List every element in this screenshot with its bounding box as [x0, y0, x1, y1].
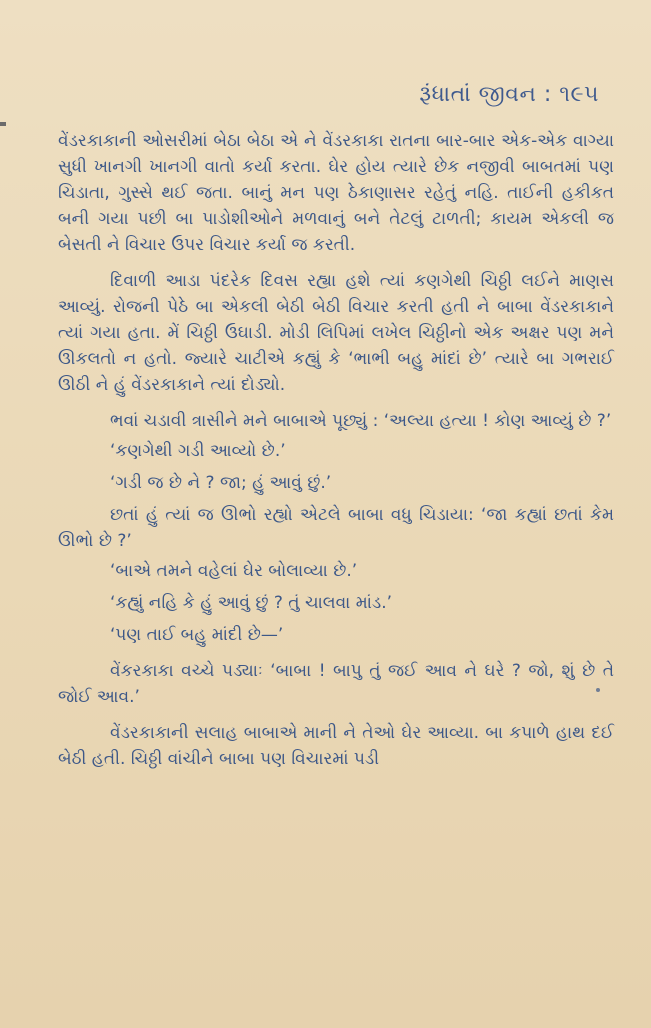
dialogue-line-1: ‘કણગેથી ગડી આવ્યો છે.’ [110, 441, 286, 461]
paragraph-4: છતાં હું ત્યાં જ ઊભો રહ્યો એટલે બાબા વધુ ચિડાયા: ‘જા કહ્યાં છતાં કેમ ઊભો છે ?’ [58, 505, 614, 551]
dialogue-line-4: ‘કહ્યું નહિ કે હું આવું છું ? તું ચાલવા માંડ.’ [110, 593, 393, 613]
dialogue-line-3: ‘બાએ તમને વહેલાં ઘેર બોલાવ્યા છે.’ [110, 561, 358, 581]
body-text [58, 128, 614, 776]
paragraph-3: ભવાં ચડાવી ત્રાસીને મને બાબાએ પૂછ્યું : ‘અલ્યા હત્યા ! કોણ આવ્યું છે ?’ [110, 411, 612, 431]
paragraph-1: વેંડરકાકાની ઓસરીમાં બેઠા બેઠા એ ને વેંડરકાકા રાતના બાર-બાર એક-એક વાગ્યા સુધી ખાનગી ખાનગી વાતો કર્યા કરતા. ઘેર હોય ત્યારે છેક નજીવી બાબતમાં પણ ચિડાતા, ગુસ્સે થઈ જતા. બાનું મન પણ ઠેકાણાસર રહેતું નહિ. તાઈની હકીકત બની ગયા પછી બા પાડોશીઓને મળવાનું બને તેટલું ટાળતી; કાયમ એકલી જ બેસતી ને વિચાર ઉપર વિચાર કર્યા જ કરતી. [58, 131, 614, 255]
page-edge-mark [0, 122, 6, 126]
paragraph-2: દિવાળી આડા પંદરેક દિવસ રહ્યા હશે ત્યાં કણગેથી ચિઠ્ઠી લઈને માણસ આવ્યું. રોજની પેઠે બા એકલી બેઠી બેઠી વિચાર કરતી હતી ને બાબા વેંડરકાકાને ત્યાં ગયા હતા. મેં ચિઠ્ઠી ઉઘાડી. મોડી લિપિમાં લખેલ ચિઠ્ઠીનો એક અક્ષર પણ મને ઊકલતો ન હતો. જ્યારે ચાટીએ કહ્યું કે ‘ભાભી બહુ માંદાં છે’ ત્યારે બા ગભરાઈ ઊઠી ને હું વેંડરકાકાને ત્યાં દોડ્યો. [58, 271, 614, 395]
dialogue-line-5: ‘પણ તાઈ બહુ માંદી છે—’ [110, 625, 284, 645]
paragraph-5: વેંકરકાકા વચ્ચે પડ્યાઃ ‘બાબા ! બાપુ તું જઈ આવ ને ઘરે ? જો, શું છે તે જોઈ આવ.’ [58, 661, 614, 707]
running-head: રૂંધાતાં જીવન : ૧૯૫ [419, 82, 599, 107]
dialogue-line-2: ‘ગડી જ છે ને ? જા; હું આવું છું.’ [110, 473, 332, 493]
paragraph-6: વેંડરકાકાની સલાહ બાબાએ માની ને તેઓ ઘેર આવ્યા. બા કપાળે હાથ દઈ બેઠી હતી. ચિઠ્ઠી વાંચીને બાબા પણ વિચારમાં પડી [58, 723, 614, 769]
ink-dot [596, 688, 600, 692]
